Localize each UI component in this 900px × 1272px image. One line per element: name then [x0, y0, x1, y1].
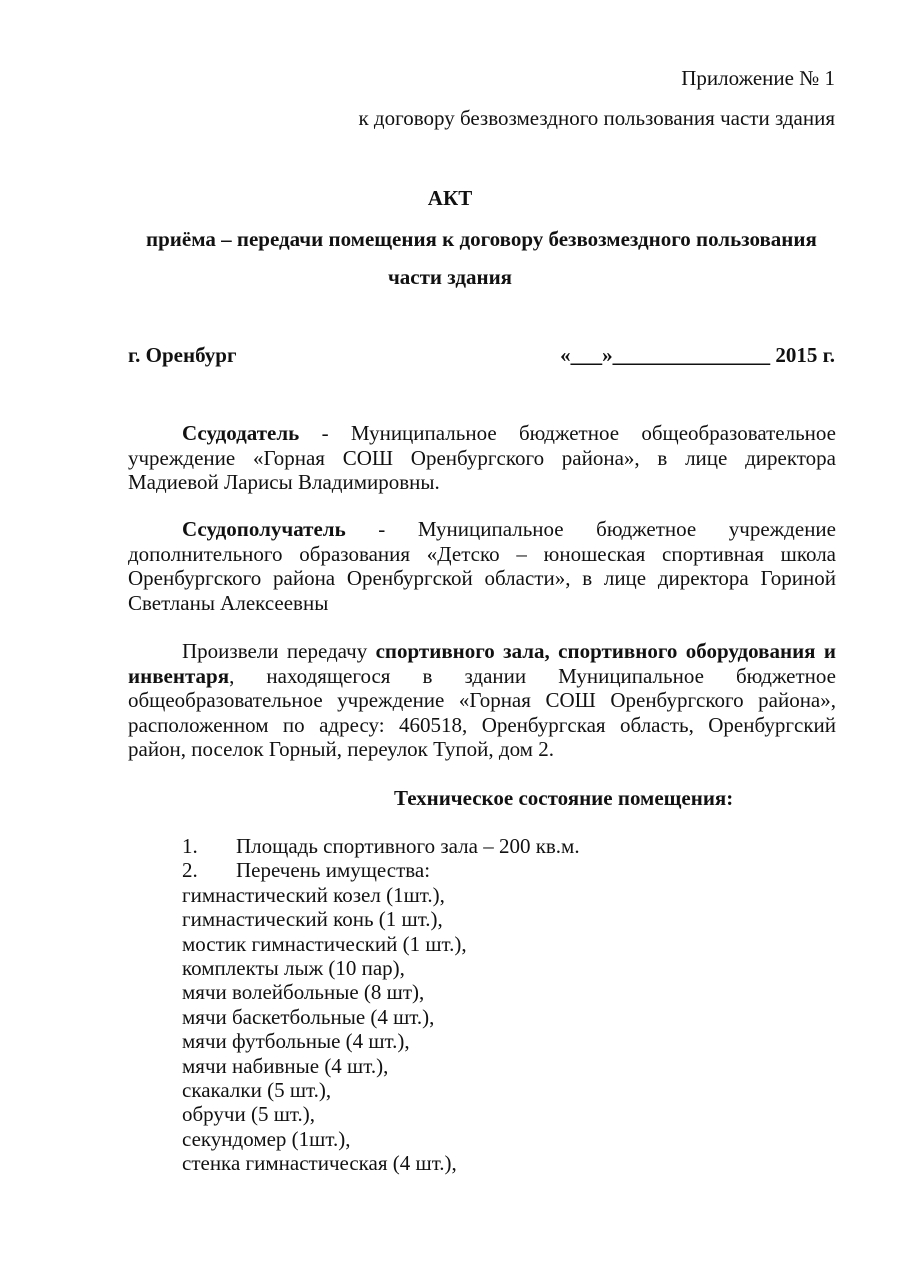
list-item: гимнастический козел (1шт.), [182, 882, 445, 907]
item-text: Перечень имущества: [236, 858, 431, 883]
appendix-number: Приложение № 1 [681, 66, 835, 90]
list-item: секундомер (1шт.), [182, 1126, 351, 1151]
transfer-bold: спортивного зала, спортивного оборудования и инвентаря [128, 639, 836, 688]
list-item: мячи футбольные (4 шт.), [182, 1029, 410, 1054]
list-item: мячи набивные (4 шт.), [182, 1053, 389, 1078]
numbered-item [182, 858, 580, 882]
transfer-pre: Произвели передачу [182, 639, 376, 663]
item-number: 2. [182, 858, 198, 883]
list-item: мячи баскетбольные (4 шт.), [182, 1004, 435, 1029]
lender-paragraph [128, 421, 836, 495]
transfer-paragraph [128, 639, 836, 762]
act-subtitle-line2: части здания [387, 265, 513, 289]
lender-text: - Муниципальное бюджетное общеобразовательное учреждение «Горная СОШ Оренбургского района», в лице директора Мадиевой Ларисы Владимировны. [128, 421, 836, 494]
list-item: комплекты лыж (10 пар), [182, 956, 405, 981]
list-item: стенка гимнастическая (4 шт.), [182, 1151, 457, 1176]
list-item: мостик гимнастический (1 шт.), [182, 931, 467, 956]
borrower-paragraph [128, 517, 836, 615]
act-subtitle-line1: приёма – передачи помещения к договору безвозмездного пользования [146, 227, 817, 251]
list-item: гимнастический конь (1 шт.), [182, 907, 443, 932]
lender-label: Ссудодатель [182, 421, 300, 445]
date-line: «___»_______________ 2015 г. [560, 343, 835, 367]
transfer-post: , находящегося в здании Муниципальное бюджетное общеобразовательное учреждение «Горная СОШ Оренбургского района», расположенном по адресу: 460518, Оренбургская область, Оренбургский район, поселок Горный, переулок Тупой, дом 2. [128, 663, 836, 761]
borrower-text: - Муниципальное бюджетное учреждение дополнительного образования «Детско – юношеская спортивная школа Оренбургского района Оренбургской области», в лице директора Гориной Светланы Алексеевны [128, 517, 836, 615]
city: г. Оренбург [128, 343, 237, 367]
list-item: скакалки (5 шт.), [182, 1078, 332, 1103]
appendix-subtitle: к договору безвозмездного пользования части здания [358, 106, 835, 130]
property-list [182, 834, 580, 1176]
list-item: мячи волейбольные (8 шт), [182, 980, 425, 1005]
item-text: Площадь спортивного зала – 200 кв.м. [236, 834, 580, 858]
numbered-item [182, 834, 580, 858]
act-title: АКТ [427, 186, 473, 210]
list-item: обручи (5 шт.), [182, 1102, 315, 1127]
borrower-label: Ссудополучатель [182, 517, 346, 541]
item-number: 1. [182, 834, 198, 858]
tech-heading: Техническое состояние помещения: [394, 786, 734, 810]
